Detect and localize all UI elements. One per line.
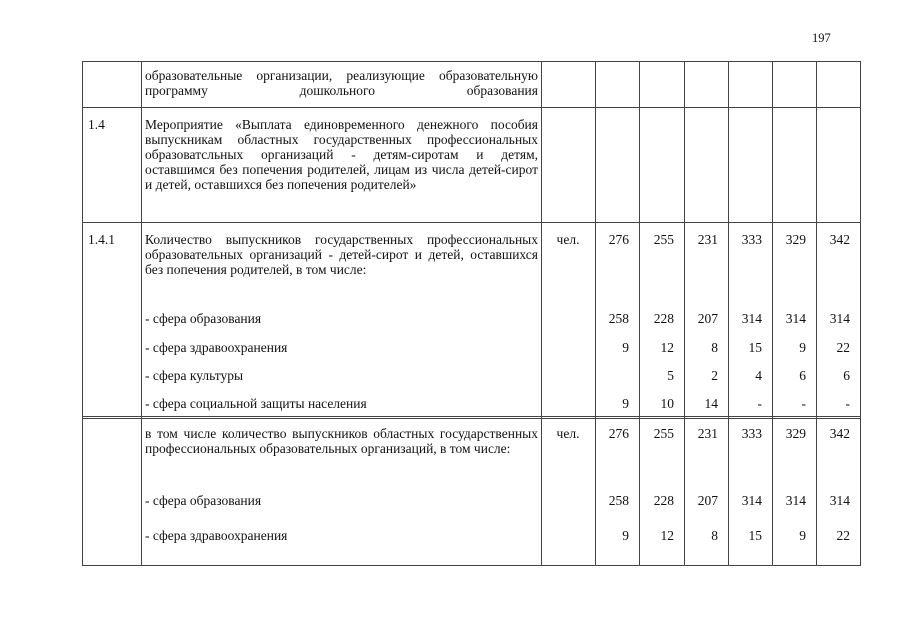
table-row-description: в том числе количество выпускников областных государственных профессиональных образовательных организаций, в том числе: — [145, 426, 538, 456]
table-cell-value: 6 — [799, 368, 806, 383]
table-cell-value: 314 — [741, 493, 762, 508]
table-cell-value: 342 — [829, 426, 850, 441]
table-cell-value: 9 — [799, 528, 806, 543]
table-cell-value: 8 — [711, 528, 718, 543]
table-row-description: - сфера культуры — [145, 368, 244, 383]
table-cell-value: 10 — [660, 396, 674, 411]
table-cell-value: 22 — [836, 528, 850, 543]
table-cell-value: 333 — [741, 426, 762, 441]
table-cell-value: 207 — [697, 311, 718, 326]
table-row-unit: чел. — [556, 232, 580, 247]
data-table — [82, 61, 861, 566]
table-cell-value: 228 — [653, 311, 674, 326]
table-cell-value: 14 — [704, 396, 718, 411]
table-row-description: - сфера здравоохранения — [145, 340, 288, 355]
table-cell-value: 12 — [660, 528, 674, 543]
table-cell-value: 255 — [653, 426, 674, 441]
table-cell-value: 231 — [697, 232, 718, 247]
table-cell-value: 9 — [622, 396, 629, 411]
table-row-description: Мероприятие «Выплата единовременного денежного пособия выпускникам областных государственных профессиональных образоватсльных организаций - детям-сиротам и детям, оставшимся без попечения родителей, лицам из числа детей-сирот и детей, оставшихся без попечения родителей» — [145, 117, 538, 192]
table-cell-value: 314 — [829, 493, 850, 508]
table-row-description: Количество выпускников государственных профессиональных образовательных организаций - детей-сирот и детей, оставшихся без попечения родителей, в том числе: — [145, 232, 538, 277]
table-cell-value: 333 — [741, 232, 762, 247]
table-cell-value: 15 — [748, 528, 762, 543]
table-row-description: - сфера образования — [145, 493, 262, 508]
table-cell-value: 329 — [785, 232, 806, 247]
table-cell-value: - — [801, 396, 806, 411]
table-row-description: - сфера здравоохранения — [145, 528, 288, 543]
table-cell-value: 207 — [697, 493, 718, 508]
table-cell-value: 228 — [653, 493, 674, 508]
table-cell-value: 9 — [622, 528, 629, 543]
table-cell-value: 5 — [667, 368, 674, 383]
table-row-code: 1.4 — [88, 117, 105, 132]
page-number: 197 — [812, 31, 831, 45]
table-cell-value: - — [845, 396, 850, 411]
table-cell-value: 2 — [711, 368, 718, 383]
table-cell-value: 9 — [799, 340, 806, 355]
table-row-unit: чел. — [556, 426, 580, 441]
table-cell-value: 329 — [785, 426, 806, 441]
table-cell-value: 15 — [748, 340, 762, 355]
table-row-description: - сфера образования — [145, 311, 262, 326]
table-cell-value: 6 — [843, 368, 850, 383]
table-cell-value: 22 — [836, 340, 850, 355]
table-cell-value: 314 — [785, 493, 806, 508]
table-cell-value: 314 — [741, 311, 762, 326]
table-cell-value: 342 — [829, 232, 850, 247]
table-cell-value: 255 — [653, 232, 674, 247]
table-row-code: 1.4.1 — [88, 232, 115, 247]
table-cell-value: 276 — [608, 426, 629, 441]
table-cell-value: 8 — [711, 340, 718, 355]
table-cell-value: 231 — [697, 426, 718, 441]
table-cell-value: 314 — [785, 311, 806, 326]
table-cell-value: 276 — [608, 232, 629, 247]
table-cell-value: - — [757, 396, 762, 411]
table-row-description: - сфера социальной защиты населения — [145, 396, 367, 411]
table-cell-value: 258 — [608, 493, 629, 508]
table-cell-value: 258 — [608, 311, 629, 326]
table-cell-value: 4 — [755, 368, 762, 383]
table-cell-value: 9 — [622, 340, 629, 355]
table-cell-value: 12 — [660, 340, 674, 355]
table-cell-value: 314 — [829, 311, 850, 326]
table-row-description: образовательные организации, реализующие образовательную программу дошкольного образования — [145, 68, 538, 98]
